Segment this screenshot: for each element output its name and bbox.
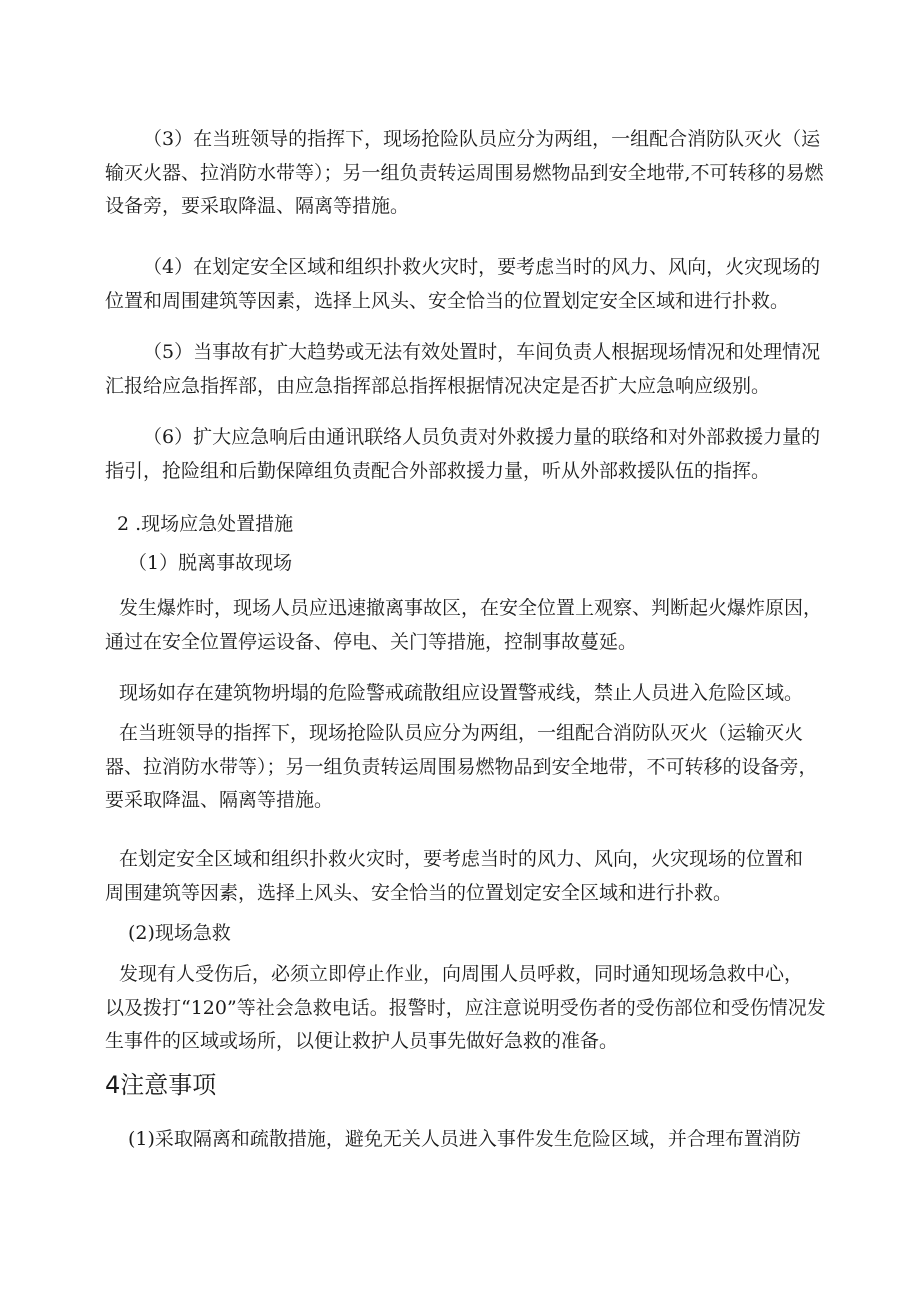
paragraph-first-aid: [105, 958, 850, 1059]
subheading-1: （1）脱离事故现场: [128, 552, 293, 574]
text-line: 指引，抢险组和后勤保障组负责配合外部救援力量，听从外部救援队伍的指挥。: [105, 459, 771, 482]
text-line: 器、拉消防水带等）；另一组负责转运周围易燃物品到安全地带，不可转移的设备旁，: [105, 755, 818, 778]
text-line: （4）在划定安全区域和组织扑救火灾时，要考虑当时的风力、风向，火灾现场的: [143, 256, 821, 278]
notice-item-1: (1)采取隔离和疏散措施，避免无关人员进入事件发生危险区域，并合理布置消防: [128, 1128, 801, 1150]
text-line: 现场如存在建筑物坍塌的危险警戒疏散组应设置警戒线，禁止人员进入危险区域。: [119, 682, 804, 704]
paragraph-evacuate: [105, 592, 850, 659]
text-line: 在划定安全区域和组织扑救火灾时，要考虑当时的风力、风向，火灾现场的位置和: [119, 848, 804, 870]
paragraph-5: [105, 336, 850, 403]
text-line: 生事件的区域或场所，以便让救护人员事先做好急救的准备。: [105, 1030, 619, 1052]
text-line: 位置和周围建筑等因素，选择上风头、安全恰当的位置划定安全区域和进行扑救。: [105, 289, 790, 312]
subheading-2: (2)现场急救: [128, 922, 231, 944]
section-heading-4: 4注意事项: [105, 1071, 217, 1099]
text-line: 汇报给应急指挥部，由应急指挥部总指挥根据情况决定是否扩大应急响应级别。: [105, 374, 771, 397]
text-line: 设备旁，要采取降温、隔离等措施。: [105, 195, 410, 217]
paragraph-3: [105, 123, 850, 224]
paragraph-6: [105, 421, 850, 488]
text-line: 发生爆炸时，现场人员应迅速撤离事故区，在安全位置上观察、判断起火爆炸原因，: [119, 597, 823, 619]
text-line: （6）扩大应急响后由通讯联络人员负责对外救援力量的联络和对外部救援力量的: [143, 426, 821, 448]
text-line: 在当班领导的指挥下，现场抢险队员应分为两组，一组配合消防队灭火（运输灭火: [119, 722, 804, 744]
text-line: 周围建筑等因素，选择上风头、安全恰当的位置划定安全区域和进行扑救。: [105, 881, 733, 904]
paragraph-safe-zone: [105, 843, 850, 910]
paragraph-4: [105, 251, 850, 318]
text-line: 以及拨打“120”等社会急救电话。报警时，应注意说明受伤者的受伤部位和受伤情况发: [105, 996, 826, 1019]
paragraph-collapse: [105, 677, 850, 711]
text-line: 发现有人受伤后，必须立即停止作业，向周围人员呼救，同时通知现场急救中心，: [119, 963, 804, 985]
text-line: 要采取降温、隔离等措施。: [105, 789, 334, 811]
text-line: （3）在当班领导的指挥下，现场抢险队员应分为两组，一组配合消防队灭火（运: [143, 128, 821, 150]
text-line: 输灭火器、拉消防水带等）；另一组负责转运周围易燃物品到安全地带,不可转移的易燃: [105, 161, 824, 184]
paragraph-teams: [105, 717, 850, 818]
section-heading-2: 2 .现场应急处置措施: [117, 513, 294, 535]
text-line: 通过在安全位置停运设备、停电、关门等措施，控制事故蔓延。: [105, 630, 638, 653]
text-line: （5）当事故有扩大趋势或无法有效处置时，车间负责人根据现场情况和处理情况: [143, 341, 821, 363]
